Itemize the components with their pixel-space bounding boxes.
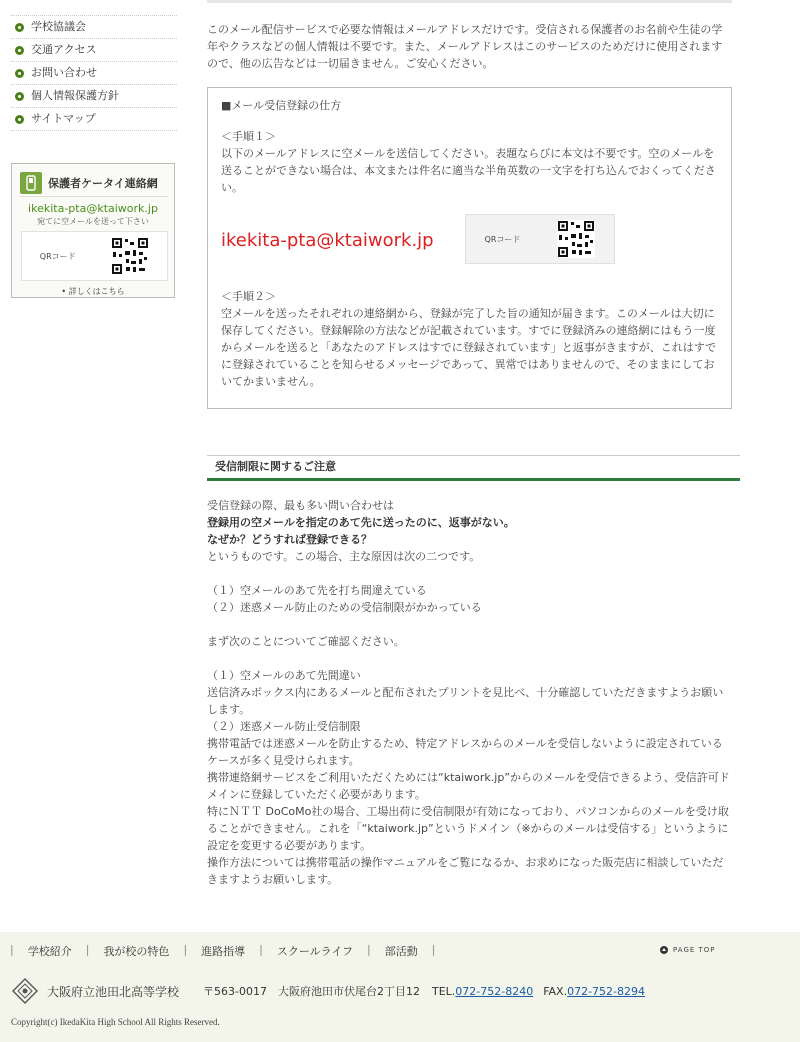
notice-paragraph-bold: なぜか？どうすれば登録できる？ bbox=[207, 533, 372, 546]
tel-link[interactable]: 072-752-8240 bbox=[455, 984, 534, 998]
copyright: Copyright(c) IkedaKita High School All Rights Reserved. bbox=[11, 1017, 220, 1027]
step2-heading: ＜手順２＞ bbox=[221, 290, 276, 303]
registration-box bbox=[207, 87, 732, 409]
footer-info bbox=[11, 977, 645, 1005]
footer-link-school-life[interactable]: スクールライフ bbox=[276, 945, 353, 958]
arrow-up-icon bbox=[660, 946, 668, 954]
sidebar-item-label: お問い合わせ bbox=[31, 66, 97, 79]
spacer bbox=[207, 616, 732, 633]
notice-paragraph: （２）迷惑メール防止のための受信制限がかかっている bbox=[207, 601, 482, 614]
intro-text: このメール配信サービスで必要な情報はメールアドレスだけです。受信される保護者のお名前や生徒の学年やクラスなどの個人情報は不要です。また、メールアドレスはこのサービスのためだけに使用されますので、他の広告などは一切届きません。ご安心ください。 bbox=[207, 23, 723, 70]
notice-paragraph: （１）空メールのあて先間違い bbox=[207, 669, 361, 682]
footer-separator: | bbox=[10, 943, 14, 956]
step1-text: 以下のメールアドレスに空メールを送信してください。表題ならびに本文は不要です。空のメールを送ることができない場合は、本文または件名に適当な半角英数の一文字を打ち込んでおくってください。 bbox=[221, 147, 716, 194]
qr-label: QRコード bbox=[484, 234, 521, 244]
footer-link-career[interactable]: 進路指導 bbox=[201, 945, 246, 958]
qr-code-icon bbox=[111, 237, 149, 275]
footer-nav bbox=[10, 943, 449, 959]
section-heading: 受信制限に関するご注意 bbox=[207, 455, 740, 481]
sidebar-item-access[interactable] bbox=[11, 39, 177, 62]
qr-label: QRコード bbox=[39, 251, 76, 261]
bullet-icon bbox=[15, 69, 24, 78]
notice-paragraph: 携帯連絡網サービスをご利用いただくためには“ktaiwork.jp”からのメールを受信できるよう、受信許可ドメインに登録していただく必要があります。 bbox=[207, 771, 730, 801]
tel-label: TEL. bbox=[431, 984, 456, 998]
notice-paragraph: まず次のことについてご確認ください。 bbox=[207, 635, 405, 648]
school-name: 大阪府立池田北高等学校 bbox=[47, 984, 180, 999]
notice-paragraph-bold: 登録用の空メールを指定のあて先に送ったのに、返事がない。 bbox=[207, 516, 515, 529]
school-address: 〒563-0017 大阪府池田市伏尾台2丁目12 bbox=[203, 985, 420, 998]
step2-text: 空メールを送ったそれぞれの連絡網から、登録が完了した旨の通知が届きます。このメールは大切に保存してください。登録解除の方法などが記載されています。すでに登録済みの連絡網にはもう一度からメールを送ると「あなたのアドレスはすでに登録されています」と返事がきますが、これはすでに登録されていることを知らせるメッセージであって、異常ではありませんので、そのままにしておいてかまいません。 bbox=[221, 307, 717, 388]
notice-paragraph: 受信登録の際、最も多い問い合わせは bbox=[207, 499, 394, 512]
footer-link-features[interactable]: 我が校の特色 bbox=[103, 945, 170, 958]
sidebar-item-contact[interactable] bbox=[11, 62, 177, 85]
top-divider bbox=[207, 0, 732, 3]
registration-title: ■メール受信登録の仕方 bbox=[221, 99, 342, 112]
notice-paragraph: 送信済みボックス内にあるメールと配布されたプリントを見比べ、十分確認していただきますようお願いします。 bbox=[207, 686, 724, 716]
footer-separator: | bbox=[85, 943, 90, 956]
bullet-icon bbox=[15, 92, 24, 101]
sidebar-item-privacy[interactable] bbox=[11, 85, 177, 108]
footer-separator: | bbox=[183, 943, 188, 956]
sidebar-item-school-council[interactable] bbox=[11, 16, 177, 39]
bullet-icon bbox=[15, 46, 24, 55]
sidebar-item-label: 学校協議会 bbox=[31, 20, 86, 33]
notice-paragraph: 携帯電話では迷惑メールを防止するため、特定アドレスからのメールを受信しないように設定されているケースが多く見受けられます。 bbox=[207, 737, 723, 767]
banner-title: 保護者ケータイ連絡網 bbox=[48, 177, 158, 190]
banner-header bbox=[20, 170, 168, 197]
school-emblem-icon bbox=[11, 977, 39, 1005]
bullet-icon bbox=[15, 23, 24, 32]
sidebar-item-label: サイトマップ bbox=[31, 112, 96, 125]
registration-box-content bbox=[221, 97, 721, 196]
footer-separator: | bbox=[367, 943, 371, 956]
notice-section bbox=[207, 497, 732, 888]
mobile-phone-icon bbox=[20, 172, 42, 194]
sidebar-nav bbox=[11, 15, 177, 131]
sidebar-item-sitemap[interactable] bbox=[11, 108, 177, 131]
notice-paragraph: 操作方法については携帯電話の操作マニュアルをご覧になるか、お求めになった販売店に相談していただきますようお願いします。 bbox=[207, 856, 724, 886]
page-top-link[interactable] bbox=[660, 946, 716, 954]
footer-separator: | bbox=[431, 943, 436, 956]
footer-link-school-intro[interactable]: 学校紹介 bbox=[27, 945, 72, 958]
sidebar bbox=[11, 15, 177, 131]
notice-paragraph: というものです。この場合、主な原因は次の二つです。 bbox=[207, 550, 481, 563]
footer-link-clubs[interactable]: 部活動 bbox=[384, 945, 418, 958]
registration-qr-area bbox=[465, 214, 615, 264]
spacer bbox=[207, 650, 732, 667]
banner-qr-area bbox=[21, 231, 168, 281]
banner-email: ikekita-pta@ktaiwork.jp bbox=[28, 202, 158, 215]
fax-label: FAX. bbox=[543, 984, 568, 998]
step1-heading: ＜手順１＞ bbox=[221, 130, 276, 143]
notice-paragraph: 特にＮＴＴ DoCoMo社の場合、工場出荷に受信制限が有効になっており、パソコンからのメールを受け取ることができません。これを「“ktaiwork.jp”というドメイン（※からのメールは受信する」というように設定を変更する必要があります。 bbox=[207, 805, 729, 852]
page-top-label: PAGE TOP bbox=[673, 946, 716, 954]
qr-code-icon bbox=[557, 220, 595, 258]
registration-email[interactable]: ikekita-pta@ktaiwork.jp bbox=[221, 230, 434, 251]
footer-separator: | bbox=[259, 943, 263, 956]
sidebar-item-label: 交通アクセス bbox=[31, 43, 97, 56]
keitai-renraku-banner[interactable] bbox=[11, 163, 175, 298]
spacer bbox=[207, 565, 732, 582]
footer bbox=[0, 932, 800, 1042]
registration-step2 bbox=[221, 288, 721, 390]
banner-details-link[interactable]: • 詳しくはこちら bbox=[61, 287, 125, 296]
sidebar-item-label: 個人情報保護方針 bbox=[31, 89, 119, 102]
fax-link[interactable]: 072-752-8294 bbox=[567, 984, 646, 998]
notice-paragraph: （２）迷惑メール防止受信制限 bbox=[207, 720, 361, 733]
notice-paragraph: （１）空メールのあて先を打ち間違えている bbox=[207, 584, 427, 597]
banner-subtext: 宛てに空メールを送って下さい bbox=[37, 217, 149, 226]
bullet-icon bbox=[15, 115, 24, 124]
